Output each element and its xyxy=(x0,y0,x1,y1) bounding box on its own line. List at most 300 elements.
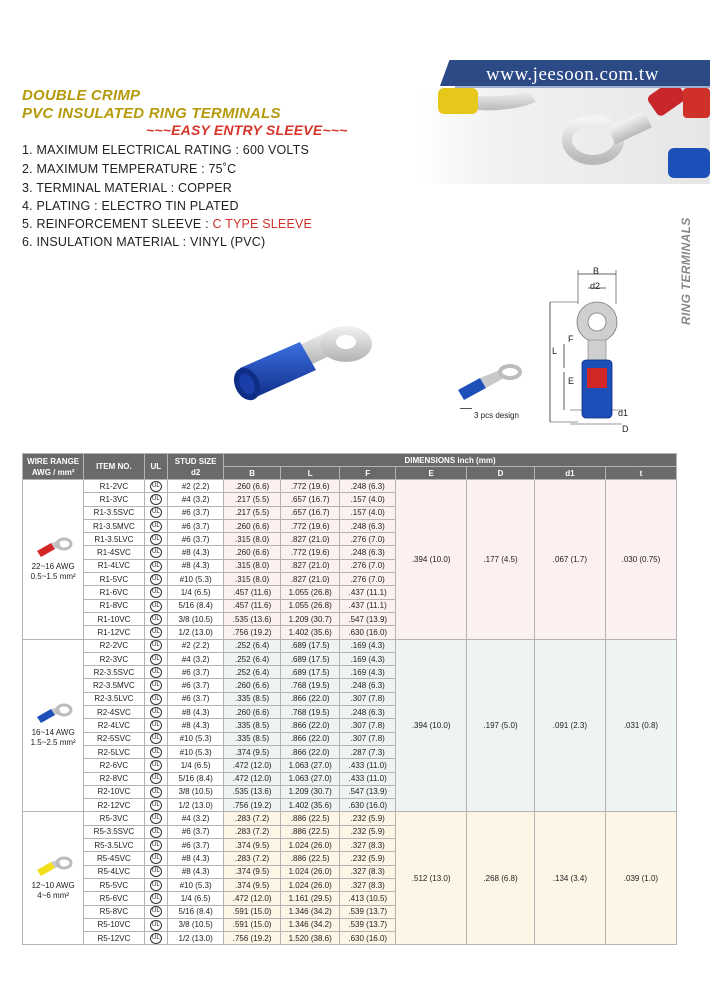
item-no-cell: R1-3.5LVC xyxy=(84,533,144,546)
dim-b-cell: .472 (12.0) xyxy=(224,759,281,772)
dim-l-cell: 1.346 (34.2) xyxy=(281,918,340,931)
item-no-cell: R2-5SVC xyxy=(84,732,144,745)
dim-label-B: B xyxy=(593,266,600,276)
ul-cell xyxy=(144,785,168,798)
dim-b-cell: .260 (6.6) xyxy=(224,679,281,692)
dim-b-cell: .252 (6.4) xyxy=(224,666,281,679)
dim-b-cell: .260 (6.6) xyxy=(224,519,281,532)
dim-b-cell: .472 (12.0) xyxy=(224,892,281,905)
stud-size-cell: 1/2 (13.0) xyxy=(168,626,224,639)
ul-listed-icon: UL xyxy=(150,561,162,572)
stud-size-cell: 1/2 (13.0) xyxy=(168,799,224,812)
ul-cell xyxy=(144,586,168,599)
ul-listed-icon: UL xyxy=(150,494,162,505)
item-no-cell: R1-4LVC xyxy=(84,559,144,572)
dim-l-cell: .866 (22.0) xyxy=(281,692,340,705)
dim-f-cell: .307 (7.8) xyxy=(340,692,396,705)
title-line-2: PVC INSULATED RING TERMINALS xyxy=(22,105,281,122)
dim-b-cell: .283 (7.2) xyxy=(224,825,281,838)
stud-size-cell: 3/8 (10.5) xyxy=(168,785,224,798)
ul-listed-icon: UL xyxy=(150,654,162,665)
ul-listed-icon: UL xyxy=(150,933,162,944)
stud-size-cell: 1/4 (6.5) xyxy=(168,892,224,905)
header-col-L: L xyxy=(281,467,340,480)
ul-cell xyxy=(144,573,168,586)
ul-listed-icon: UL xyxy=(150,640,162,651)
yellow-sleeve-photo xyxy=(438,88,478,114)
dim-f-cell: .276 (7.0) xyxy=(340,573,396,586)
ul-listed-icon: UL xyxy=(150,906,162,917)
item-no-cell: R5-12VC xyxy=(84,932,144,945)
wire-awg: 16~14 AWG xyxy=(31,727,75,737)
dim-b-cell: .217 (5.5) xyxy=(224,493,281,506)
dim-l-cell: .866 (22.0) xyxy=(281,745,340,758)
dim-label-d2: d2 xyxy=(590,281,601,291)
ul-cell xyxy=(144,612,168,625)
ul-listed-icon: UL xyxy=(150,853,162,864)
dim-f-cell: .539 (13.7) xyxy=(340,905,396,918)
dim-f-cell: .232 (5.9) xyxy=(340,852,396,865)
terminals-photo-illustration xyxy=(418,88,710,184)
item-no-cell: R1-10VC xyxy=(84,612,144,625)
dim-label-D: D xyxy=(622,424,629,434)
header-col-t: t xyxy=(605,467,676,480)
dim-f-cell: .539 (13.7) xyxy=(340,918,396,931)
ul-cell xyxy=(144,772,168,785)
dim-f-cell: .307 (7.8) xyxy=(340,719,396,732)
spec-item: 3. TERMINAL MATERIAL : COPPER xyxy=(22,181,233,195)
stud-size-cell: #2 (2.2) xyxy=(168,480,224,493)
terminal-thumbnail-icon xyxy=(33,537,73,559)
dim-f-cell: .413 (10.5) xyxy=(340,892,396,905)
dim-b-cell: .315 (8.0) xyxy=(224,533,281,546)
item-no-cell: R2-3.5LVC xyxy=(84,692,144,705)
dim-l-cell: .657 (16.7) xyxy=(281,506,340,519)
dim-f-cell: .232 (5.9) xyxy=(340,825,396,838)
spec-item: 1. MAXIMUM ELECTRICAL RATING : 600 VOLTS xyxy=(22,143,309,157)
dim-b-cell: .535 (13.6) xyxy=(224,612,281,625)
dim-label-F: F xyxy=(568,334,574,344)
stud-size-cell: #8 (4.3) xyxy=(168,865,224,878)
stud-size-cell: #6 (3.7) xyxy=(168,839,224,852)
dim-t-cell: .030 (0.75) xyxy=(605,480,676,640)
dim-f-cell: .169 (4.3) xyxy=(340,652,396,665)
stud-size-cell: #10 (5.3) xyxy=(168,732,224,745)
dim-e-cell: .394 (10.0) xyxy=(396,480,467,640)
ul-listed-icon: UL xyxy=(150,787,162,798)
dim-f-cell: .433 (11.0) xyxy=(340,772,396,785)
blue-sleeve-photo xyxy=(668,148,710,178)
wire-range-cell xyxy=(23,639,84,812)
dim-b-cell: .283 (7.2) xyxy=(224,812,281,825)
item-no-cell: R5-10VC xyxy=(84,918,144,931)
dim-l-cell: .827 (21.0) xyxy=(281,573,340,586)
dim-l-cell: .886 (22.5) xyxy=(281,852,340,865)
dim-l-cell: .827 (21.0) xyxy=(281,559,340,572)
dim-f-cell: .276 (7.0) xyxy=(340,559,396,572)
header-ul: UL xyxy=(144,454,168,480)
stud-size-cell: #8 (4.3) xyxy=(168,559,224,572)
wire-range-cell xyxy=(23,812,84,945)
stud-size-cell: #6 (3.7) xyxy=(168,679,224,692)
ul-listed-icon: UL xyxy=(150,627,162,638)
stud-size-cell: #8 (4.3) xyxy=(168,719,224,732)
ul-listed-icon: UL xyxy=(150,614,162,625)
header-col-F: F xyxy=(340,467,396,480)
item-no-cell: R5-4SVC xyxy=(84,852,144,865)
ul-listed-icon: UL xyxy=(150,773,162,784)
item-no-cell: R5-6VC xyxy=(84,892,144,905)
dim-f-cell: .276 (7.0) xyxy=(340,533,396,546)
dim-l-cell: .689 (17.5) xyxy=(281,652,340,665)
dim-l-cell: .768 (19.5) xyxy=(281,679,340,692)
item-no-cell: R2-12VC xyxy=(84,799,144,812)
dim-l-cell: .886 (22.5) xyxy=(281,812,340,825)
item-no-cell: R5-3.5LVC xyxy=(84,839,144,852)
item-no-cell: R5-3VC xyxy=(84,812,144,825)
spade-tongue-photo xyxy=(478,90,536,110)
dim-l-cell: 1.346 (34.2) xyxy=(281,905,340,918)
dim-l-cell: 1.209 (30.7) xyxy=(281,612,340,625)
dim-l-cell: 1.520 (38.6) xyxy=(281,932,340,945)
ul-cell xyxy=(144,519,168,532)
dim-b-cell: .315 (8.0) xyxy=(224,559,281,572)
ul-cell xyxy=(144,652,168,665)
stud-size-cell: #10 (5.3) xyxy=(168,745,224,758)
ring-tongue-photo xyxy=(567,120,619,160)
dim-b-cell: .335 (8.5) xyxy=(224,719,281,732)
dim-f-cell: .433 (11.0) xyxy=(340,759,396,772)
ul-listed-icon: UL xyxy=(150,747,162,758)
item-no-cell: R1-4SVC xyxy=(84,546,144,559)
dim-f-cell: .307 (7.8) xyxy=(340,732,396,745)
dim-e-cell: .512 (13.0) xyxy=(396,812,467,945)
dim-b-cell: .374 (9.5) xyxy=(224,878,281,891)
ul-listed-icon: UL xyxy=(150,534,162,545)
ul-listed-icon: UL xyxy=(150,601,162,612)
item-no-cell: R1-2VC xyxy=(84,480,144,493)
ul-listed-icon: UL xyxy=(150,880,162,891)
item-no-cell: R1-3.5MVC xyxy=(84,519,144,532)
stud-size-cell: #6 (3.7) xyxy=(168,666,224,679)
dim-l-cell: .866 (22.0) xyxy=(281,732,340,745)
item-no-cell: R1-5VC xyxy=(84,573,144,586)
dim-l-cell: 1.063 (27.0) xyxy=(281,759,340,772)
stud-size-cell: #8 (4.3) xyxy=(168,546,224,559)
wire-mm: 0.5~1.5 mm² xyxy=(30,571,76,581)
dim-f-cell: .327 (8.3) xyxy=(340,839,396,852)
item-no-cell: R2-4LVC xyxy=(84,719,144,732)
stud-size-cell: #10 (5.3) xyxy=(168,573,224,586)
stud-size-cell: #6 (3.7) xyxy=(168,533,224,546)
item-no-cell: R2-4SVC xyxy=(84,706,144,719)
header-item-no: ITEM NO. xyxy=(84,454,144,480)
ul-cell xyxy=(144,839,168,852)
dim-l-cell: 1.402 (35.6) xyxy=(281,799,340,812)
ul-cell xyxy=(144,666,168,679)
ul-listed-icon: UL xyxy=(150,574,162,585)
stud-size-cell: #4 (3.2) xyxy=(168,652,224,665)
ul-listed-icon: UL xyxy=(150,800,162,811)
dim-f-cell: .169 (4.3) xyxy=(340,639,396,652)
item-no-cell: R2-6VC xyxy=(84,759,144,772)
item-no-cell: R1-3VC xyxy=(84,493,144,506)
table-row xyxy=(23,480,677,493)
note-leader-line xyxy=(460,408,472,409)
spec-item: 4. PLATING : ELECTRO TIN PLATED xyxy=(22,199,239,213)
stud-size-cell: 1/4 (6.5) xyxy=(168,586,224,599)
ul-cell xyxy=(144,480,168,493)
ul-cell xyxy=(144,892,168,905)
header-col-B: B xyxy=(224,467,281,480)
dim-f-cell: .547 (13.9) xyxy=(340,785,396,798)
dim-b-cell: .260 (6.6) xyxy=(224,546,281,559)
stud-size-cell: 5/16 (8.4) xyxy=(168,772,224,785)
item-no-cell: R1-6VC xyxy=(84,586,144,599)
header-col-D: D xyxy=(467,467,535,480)
stud-size-cell: #4 (3.2) xyxy=(168,812,224,825)
item-no-cell: R1-8VC xyxy=(84,599,144,612)
ul-listed-icon: UL xyxy=(150,547,162,558)
ul-listed-icon: UL xyxy=(150,680,162,691)
ul-listed-icon: UL xyxy=(150,720,162,731)
stud-size-cell: #8 (4.3) xyxy=(168,706,224,719)
dim-f-cell: .287 (7.3) xyxy=(340,745,396,758)
ul-cell xyxy=(144,745,168,758)
dim-d1-cell: .134 (3.4) xyxy=(534,812,605,945)
ul-listed-icon: UL xyxy=(150,521,162,532)
dim-f-cell: .547 (13.9) xyxy=(340,612,396,625)
title-line-1: DOUBLE CRIMP xyxy=(22,87,141,104)
ul-listed-icon: UL xyxy=(150,840,162,851)
red-sleeve-photo xyxy=(646,88,688,118)
dim-f-cell: .437 (11.1) xyxy=(340,599,396,612)
terminal-thumbnail-icon xyxy=(33,703,73,725)
dim-b-cell: .260 (6.6) xyxy=(224,480,281,493)
dim-l-cell: 1.209 (30.7) xyxy=(281,785,340,798)
dim-f-cell: .169 (4.3) xyxy=(340,666,396,679)
dim-f-cell: .157 (4.0) xyxy=(340,493,396,506)
dim-l-cell: 1.024 (26.0) xyxy=(281,878,340,891)
ul-cell xyxy=(144,918,168,931)
table-body xyxy=(23,480,677,945)
dim-f-cell: .437 (11.1) xyxy=(340,586,396,599)
wire-awg: 22~16 AWG xyxy=(31,561,75,571)
dim-f-cell: .248 (6.3) xyxy=(340,679,396,692)
ul-listed-icon: UL xyxy=(150,827,162,838)
ul-cell xyxy=(144,493,168,506)
dim-b-cell: .756 (19.2) xyxy=(224,626,281,639)
stud-size-cell: 5/16 (8.4) xyxy=(168,599,224,612)
dim-l-cell: .768 (19.5) xyxy=(281,706,340,719)
wire-awg: 12~10 AWG xyxy=(31,880,75,890)
dim-f-cell: .232 (5.9) xyxy=(340,812,396,825)
blue-ring-terminal-illustration xyxy=(228,318,378,418)
ul-listed-icon: UL xyxy=(150,866,162,877)
item-no-cell: R5-5VC xyxy=(84,878,144,891)
dim-f-cell: .630 (16.0) xyxy=(340,626,396,639)
dim-l-cell: .689 (17.5) xyxy=(281,639,340,652)
ul-cell xyxy=(144,626,168,639)
dim-d-cell: .197 (5.0) xyxy=(467,639,535,812)
ul-listed-icon: UL xyxy=(150,694,162,705)
wire-mm: 4~6 mm² xyxy=(37,890,70,900)
dim-label-L: L xyxy=(552,346,558,356)
ul-cell xyxy=(144,546,168,559)
stud-size-cell: #6 (3.7) xyxy=(168,692,224,705)
stud-size-cell: 3/8 (10.5) xyxy=(168,612,224,625)
ul-cell xyxy=(144,865,168,878)
dim-f-cell: .248 (6.3) xyxy=(340,546,396,559)
dim-b-cell: .260 (6.6) xyxy=(224,706,281,719)
side-section-title: RING TERMINALS xyxy=(679,217,693,325)
ul-cell xyxy=(144,679,168,692)
dim-l-cell: 1.161 (29.5) xyxy=(281,892,340,905)
header-dimensions: DIMENSIONS inch (mm) xyxy=(224,454,677,467)
ul-cell xyxy=(144,812,168,825)
spec-item: 5. REINFORCEMENT SLEEVE : C TYPE SLEEVE xyxy=(22,217,313,231)
ul-listed-icon: UL xyxy=(150,507,162,518)
dim-b-cell: .252 (6.4) xyxy=(224,652,281,665)
header-col-E: E xyxy=(396,467,467,480)
dim-l-cell: 1.063 (27.0) xyxy=(281,772,340,785)
dim-f-cell: .327 (8.3) xyxy=(340,865,396,878)
dim-l-cell: 1.055 (26.8) xyxy=(281,599,340,612)
dim-b-cell: .335 (8.5) xyxy=(224,732,281,745)
dim-b-cell: .374 (9.5) xyxy=(224,865,281,878)
item-no-cell: R2-8VC xyxy=(84,772,144,785)
dim-d1-cell: .091 (2.3) xyxy=(534,639,605,812)
ul-cell xyxy=(144,692,168,705)
dim-d-cell: .268 (6.8) xyxy=(467,812,535,945)
dim-f-cell: .630 (16.0) xyxy=(340,932,396,945)
dim-b-cell: .457 (11.6) xyxy=(224,599,281,612)
stud-size-cell: 1/2 (13.0) xyxy=(168,932,224,945)
ul-cell xyxy=(144,799,168,812)
dim-l-cell: .689 (17.5) xyxy=(281,666,340,679)
ul-listed-icon: UL xyxy=(150,760,162,771)
stud-size-cell: #6 (3.7) xyxy=(168,519,224,532)
ul-cell xyxy=(144,825,168,838)
item-no-cell: R2-3.5MVC xyxy=(84,679,144,692)
dim-l-cell: .657 (16.7) xyxy=(281,493,340,506)
dim-b-cell: .283 (7.2) xyxy=(224,852,281,865)
dim-l-cell: 1.024 (26.0) xyxy=(281,839,340,852)
dim-b-cell: .457 (11.6) xyxy=(224,586,281,599)
dim-b-cell: .535 (13.6) xyxy=(224,785,281,798)
ul-listed-icon: UL xyxy=(150,813,162,824)
dim-l-cell: 1.055 (26.8) xyxy=(281,586,340,599)
product-photo xyxy=(418,88,710,184)
ul-cell xyxy=(144,732,168,745)
stud-size-cell: 1/4 (6.5) xyxy=(168,759,224,772)
item-no-cell: R1-12VC xyxy=(84,626,144,639)
dim-l-cell: .827 (21.0) xyxy=(281,533,340,546)
ul-cell xyxy=(144,706,168,719)
spec-item: 6. INSULATION MATERIAL : VINYL (PVC) xyxy=(22,235,266,249)
dim-l-cell: .772 (19.6) xyxy=(281,480,340,493)
stud-size-cell: #6 (3.7) xyxy=(168,825,224,838)
header-stud-size: STUD SIZE d2 xyxy=(168,454,224,480)
ul-cell xyxy=(144,599,168,612)
ul-listed-icon: UL xyxy=(150,893,162,904)
item-no-cell: R2-2VC xyxy=(84,639,144,652)
ul-listed-icon: UL xyxy=(150,707,162,718)
item-no-cell: R5-8VC xyxy=(84,905,144,918)
dim-b-cell: .374 (9.5) xyxy=(224,745,281,758)
item-no-cell: R5-3.5SVC xyxy=(84,825,144,838)
dim-l-cell: .866 (22.0) xyxy=(281,719,340,732)
stud-size-cell: 5/16 (8.4) xyxy=(168,905,224,918)
ul-cell xyxy=(144,905,168,918)
dim-l-cell: 1.402 (35.6) xyxy=(281,626,340,639)
small-terminal-illustration xyxy=(448,362,528,402)
terminal-thumbnail-icon xyxy=(33,856,73,878)
dim-b-cell: .335 (8.5) xyxy=(224,692,281,705)
dim-b-cell: .217 (5.5) xyxy=(224,506,281,519)
ul-listed-icon: UL xyxy=(150,587,162,598)
ul-listed-icon: UL xyxy=(150,481,162,492)
item-no-cell: R1-3.5SVC xyxy=(84,506,144,519)
wire-range-cell xyxy=(23,480,84,640)
website-url[interactable]: www.jeesoon.com.tw xyxy=(486,64,659,85)
dim-label-d1: d1 xyxy=(618,408,629,418)
item-no-cell: R5-4LVC xyxy=(84,865,144,878)
ul-cell xyxy=(144,506,168,519)
item-no-cell: R2-3.5SVC xyxy=(84,666,144,679)
dim-d-cell: .177 (4.5) xyxy=(467,480,535,640)
ul-cell xyxy=(144,852,168,865)
dim-l-cell: 1.024 (26.0) xyxy=(281,865,340,878)
dim-l-cell: .886 (22.5) xyxy=(281,825,340,838)
dim-f-cell: .630 (16.0) xyxy=(340,799,396,812)
dim-b-cell: .374 (9.5) xyxy=(224,839,281,852)
item-no-cell: R2-5LVC xyxy=(84,745,144,758)
dim-f-cell: .157 (4.0) xyxy=(340,506,396,519)
stud-size-cell: #2 (2.2) xyxy=(168,639,224,652)
design-note: 3 pcs design xyxy=(474,411,519,420)
ul-listed-icon: UL xyxy=(150,920,162,931)
dim-t-cell: .031 (0.8) xyxy=(605,639,676,812)
ul-cell xyxy=(144,559,168,572)
stud-size-cell: #10 (5.3) xyxy=(168,878,224,891)
dim-l-cell: .772 (19.6) xyxy=(281,546,340,559)
stud-size-cell: #6 (3.7) xyxy=(168,506,224,519)
dim-f-cell: .248 (6.3) xyxy=(340,480,396,493)
ul-cell xyxy=(144,878,168,891)
wire-mm: 1.5~2.5 mm² xyxy=(30,737,76,747)
dim-f-cell: .248 (6.3) xyxy=(340,706,396,719)
item-no-cell: R2-3VC xyxy=(84,652,144,665)
header-wire-range: WIRE RANGE AWG / mm² xyxy=(23,454,84,480)
dim-f-cell: .248 (6.3) xyxy=(340,519,396,532)
dim-b-cell: .591 (15.0) xyxy=(224,918,281,931)
title-line-3: ~~~EASY ENTRY SLEEVE~~~ xyxy=(146,122,348,138)
dim-b-cell: .756 (19.2) xyxy=(224,932,281,945)
table-row xyxy=(23,812,677,825)
specification-table xyxy=(22,453,677,945)
dim-e-cell: .394 (10.0) xyxy=(396,639,467,812)
ul-cell xyxy=(144,759,168,772)
item-no-cell: R2-10VC xyxy=(84,785,144,798)
ul-cell xyxy=(144,719,168,732)
dim-b-cell: .756 (19.2) xyxy=(224,799,281,812)
dim-b-cell: .252 (6.4) xyxy=(224,639,281,652)
dim-b-cell: .315 (8.0) xyxy=(224,573,281,586)
ul-listed-icon: UL xyxy=(150,667,162,678)
spec-highlight: C TYPE SLEEVE xyxy=(212,217,313,231)
dim-l-cell: .772 (19.6) xyxy=(281,519,340,532)
